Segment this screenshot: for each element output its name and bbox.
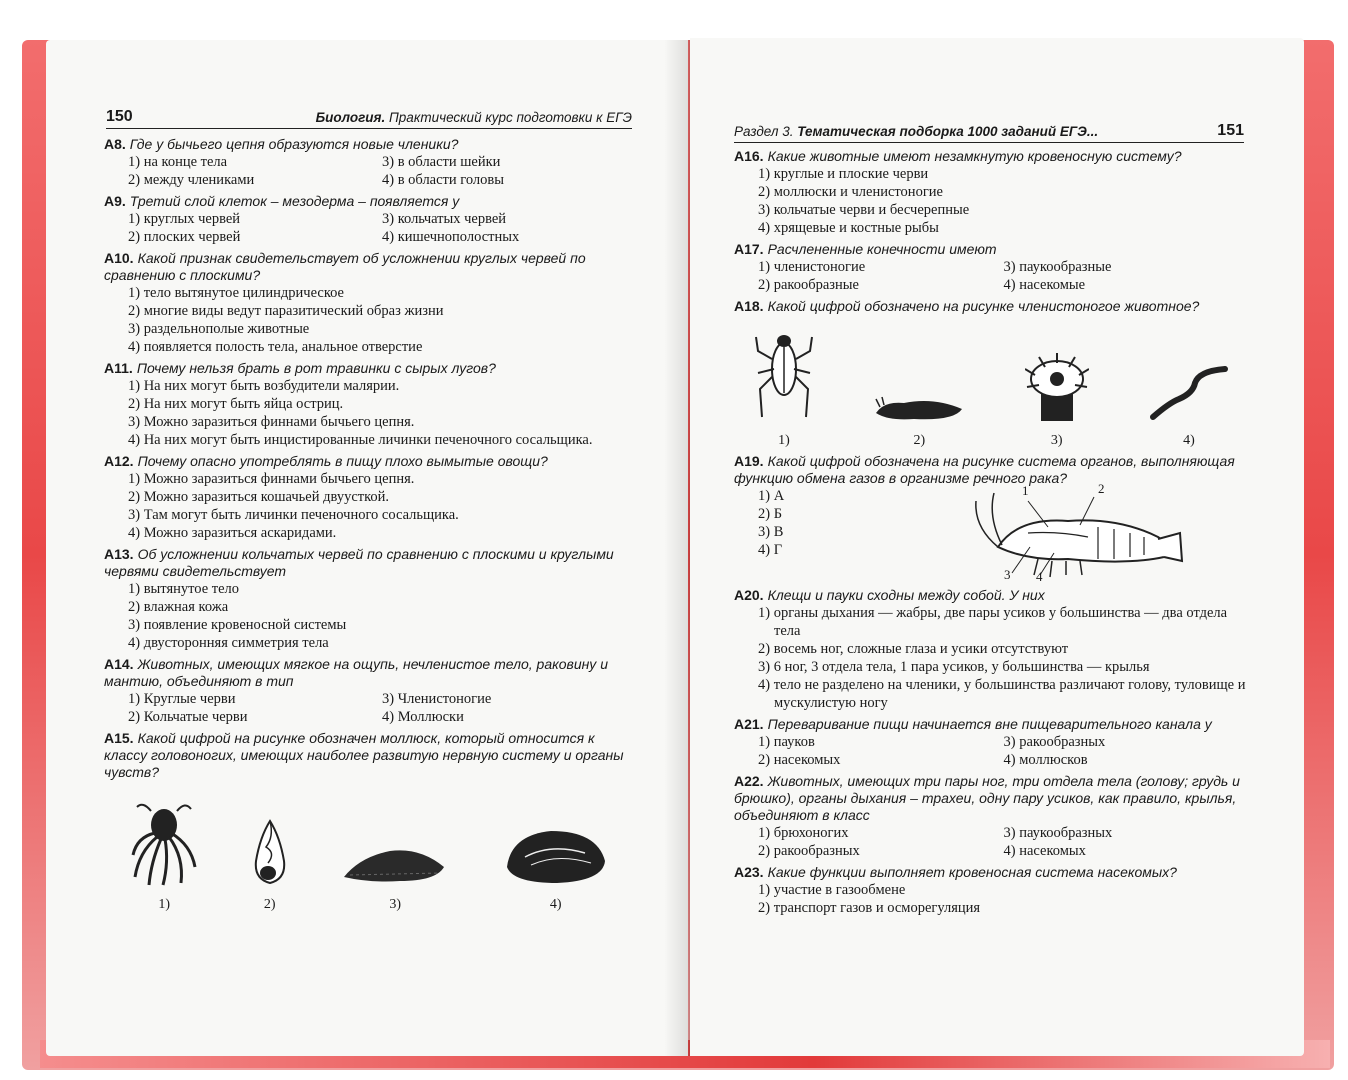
answer-option: 4) тело не разделено на членики, у большинства различают голову, туловище и мускулистую ногу (758, 677, 1246, 711)
answer-option: 4) моллюсков (1003, 752, 1088, 768)
answer-option: 1) тело вытянутое цилиндрическое (128, 285, 344, 301)
answer-option: 4) Г (758, 542, 783, 558)
answer-option: 3) паукообразные (1003, 259, 1112, 275)
answer-option: 1) участие в газообмене (758, 882, 906, 898)
figure-item (754, 323, 814, 449)
running-title: Раздел 3. Тематическая подборка 1000 заданий ЕГЭ... (734, 124, 1099, 139)
crayfish-label: 4 (1036, 569, 1043, 584)
answer-option: 3) кольчатых червей (382, 211, 507, 227)
left-page-body (104, 136, 636, 917)
figure-label: 1) (158, 897, 171, 912)
crayfish-label: 2 (1098, 481, 1105, 496)
question: А14. Животных, имеющих мягкое на ощупь, нечленистое тело, раковину и мантию, объединяют в тип 1) Круглые черви 3) Членистоногие 2) Кольчатые черви 4) Моллюски (104, 656, 636, 726)
left-page (46, 40, 688, 1056)
answer-option: 1) на конце тела (128, 154, 228, 170)
octopus-icon (129, 797, 199, 887)
answer-option: 4) На них могут быть инцистированные личинки печеночного сосальщика. (128, 432, 593, 448)
answer-option: 1) вытянутое тело (128, 581, 240, 597)
figure-item (1149, 363, 1229, 449)
figure-label: 2) (913, 433, 926, 448)
page-number: 151 (1217, 122, 1244, 139)
clam-shell-icon (501, 827, 611, 887)
answer-option: 4) хрящевые и костные рыбы (758, 220, 939, 236)
figure-item (250, 817, 290, 913)
crayfish-figure (968, 481, 1188, 584)
answer-option: 3) В (758, 524, 784, 540)
slug-icon (340, 837, 450, 887)
answer-option: 2) моллюски и членистоногие (758, 184, 943, 200)
answer-option: 1) органы дыхания — жабры, две пары усиков у большинства — два отдела тела (758, 605, 1228, 639)
worm-icon (1149, 363, 1229, 423)
sea-anemone-icon (1025, 353, 1089, 423)
answer-option: 4) Моллюски (382, 709, 464, 725)
right-page (690, 38, 1304, 1056)
question: А12. Почему опасно употреблять в пищу плохо вымытые овощи? 1) Можно заразиться финнами бычьего цепня. 2) Можно заразиться кошачьей двуусткой. 3) Там могут быть личинки печеночного сосальщика. 4) Можно заразиться аскаридами. (104, 453, 636, 542)
figure-item (129, 797, 199, 913)
right-page-header (734, 116, 1244, 143)
question: А17. Расчлененные конечности имеют 1) членистоногие 3) паукообразные 2) ракообразные 4) насекомые (734, 241, 1249, 294)
answer-option: 3) ракообразных (1003, 734, 1106, 750)
answer-option: 2) транспорт газов и осморегуляция (758, 900, 981, 916)
figure-label: 3) (389, 897, 402, 912)
figure-item (340, 837, 450, 913)
answer-option: 4) двусторонняя симметрия тела (128, 635, 329, 651)
question: А15. Какой цифрой на рисунке обозначен моллюск, который относится к классу головоногих, имеющих наиболее развитую нервную систему и органы чувств? 1) 2) 3) 4) (104, 730, 636, 913)
answer-option: 2) Кольчатые черви (128, 709, 248, 725)
answer-option: 4) в области головы (382, 172, 504, 188)
answer-option: 2) насекомых (758, 752, 841, 768)
slug-icon (874, 393, 964, 423)
answer-option: 1) Можно заразиться финнами бычьего цепня. (128, 471, 415, 487)
left-page-header (106, 102, 632, 129)
animal-figure (734, 323, 1249, 449)
answer-option: 2) Можно заразиться кошачьей двуусткой. (128, 489, 390, 505)
answer-option: 2) плоских червей (128, 229, 241, 245)
answer-option: 2) Б (758, 506, 783, 522)
figure-label: 1) (778, 433, 790, 448)
question: А9. Третий слой клеток – мезодерма – появляется у 1) круглых червей 3) кольчатых червей 2) плоских червей 4) кишечнополостных (104, 193, 636, 246)
crayfish-label: 1 (1022, 483, 1029, 498)
answer-option: 2) между члениками (128, 172, 255, 188)
answer-option: 1) круглых червей (128, 211, 241, 227)
answer-option: 4) насекомых (1003, 843, 1086, 859)
answer-option: 2) многие виды ведут паразитический образ жизни (128, 303, 444, 319)
answer-option: 1) На них могут быть возбудители малярии. (128, 378, 400, 394)
question: А22. Животных, имеющих три пары ног, три отдела тела (голову; грудь и брюшко), органы дыхания – трахеи, одну пару усиков, как правило, крылья, объединяют в класс 1) брюхоногих 3) паукообразных 2) ракообразных 4) насекомых (734, 773, 1249, 860)
figure-label: 2) (263, 897, 276, 912)
snail-shell-icon (250, 817, 290, 887)
question: А20. Клещи и пауки сходны между собой. У них 1) органы дыхания — жабры, две пары усиков у большинства — два отдела тела 2) восемь ног, сложные глаза и усики отсутствуют 3) 6 ног, 3 отдела тела, 1 пара усиков, у большинства — крылья 4) тело не разделено на членики, у большинства различают голову, туловище и мускулистую ногу (734, 587, 1249, 712)
answer-option: 4) насекомые (1003, 277, 1086, 293)
answer-option: 1) Круглые черви (128, 691, 236, 707)
page-number: 150 (106, 108, 133, 125)
answer-option: 2) ракообразные (758, 277, 859, 293)
answer-option: 2) ракообразных (758, 843, 860, 859)
answer-option: 2) На них могут быть яйца остриц. (128, 396, 344, 412)
answer-option: 1) круглые и плоские черви (758, 166, 929, 182)
water-bug-icon (754, 323, 814, 423)
question: А16. Какие животные имеют незамкнутую кровеносную систему? 1) круглые и плоские черви 2) моллюски и членистоногие 3) кольчатые черви и бесчерепные 4) хрящевые и костные рыбы (734, 148, 1249, 237)
answer-option: 3) паукообразных (1003, 825, 1113, 841)
figure-item (874, 393, 964, 449)
answer-option: 1) брюхоногих (758, 825, 849, 841)
answer-option: 3) Членистоногие (382, 691, 492, 707)
question: А21. Переваривание пищи начинается вне пищеварительного канала у 1) пауков 3) ракообразных 2) насекомых 4) моллюсков (734, 716, 1249, 769)
mollusk-figure (104, 797, 636, 913)
answer-option: 3) Там могут быть личинки печеночного сосальщика. (128, 507, 459, 523)
answer-option: 3) в области шейки (382, 154, 501, 170)
question: А10. Какой признак свидетельствует об усложнении круглых червей по сравнению с плоскими? 1) тело вытянутое цилиндрическое 2) многие виды ведут паразитический образ жизни 3) раздельнополые животные 4) появляется полость тела, анальное отверстие (104, 250, 636, 356)
answer-option: 4) появляется полость тела, анальное отверстие (128, 339, 423, 355)
figure-label: 3) (1050, 433, 1063, 448)
answer-option: 1) членистоногие (758, 259, 866, 275)
figure-label: 4) (549, 897, 562, 912)
answer-option: 4) кишечнополостных (382, 229, 520, 245)
figure-label: 4) (1183, 433, 1195, 448)
answer-option: 1) пауков (758, 734, 815, 750)
answer-option: 4) Можно заразиться аскаридами. (128, 525, 337, 541)
question: А11. Почему нельзя брать в рот травинки с сырых лугов? 1) На них могут быть возбудители малярии. 2) На них могут быть яйца остриц. 3) Можно заразиться финнами бычьего цепня. 4) На них могут быть инцистированные личинки печеночного сосальщика. (104, 360, 636, 449)
answer-option: 2) восемь ног, сложные глаза и усики отсутствуют (758, 641, 1069, 657)
crayfish-label: 3 (1004, 567, 1011, 582)
crayfish-icon (968, 487, 1188, 583)
question: А8. Где у бычьего цепня образуются новые членики? 1) на конце тела 3) в области шейки 2) между члениками 4) в области головы (104, 136, 636, 189)
question: А19. Какой цифрой обозначена на рисунке система органов, выполняющая функцию обмена газов в организме речного рака? 1) А 2) Б 3) В 4) Г 1 2 3 4 (734, 453, 1235, 584)
answer-option: 3) раздельнополые животные (128, 321, 310, 337)
answer-option: 2) влажная кожа (128, 599, 229, 615)
answer-option: 3) кольчатые черви и бесчерепные (758, 202, 970, 218)
answer-option: 1) А (758, 488, 785, 504)
figure-item (501, 827, 611, 913)
right-page-body (734, 148, 1249, 921)
question: А18. Какой цифрой обозначено на рисунке членистоногое животное? 1) 2) 3) 4) (734, 298, 1249, 449)
question: А23. Какие функции выполняет кровеносная система насекомых? 1) участие в газообмене 2) транспорт газов и осморегуляция (734, 864, 1249, 917)
question: А13. Об усложнении кольчатых червей по сравнению с плоскими и круглыми червями свидетельствует 1) вытянутое тело 2) влажная кожа 3) появление кровеносной системы 4) двусторонняя симметрия тела (104, 546, 636, 652)
answer-option: 3) 6 ног, 3 отдела тела, 1 пара усиков, у большинства — крылья (758, 659, 1150, 675)
answer-option: 3) появление кровеносной системы (128, 617, 347, 633)
running-title: Биология. Практический курс подготовки к ЕГЭ (315, 110, 632, 125)
answer-option: 3) Можно заразиться финнами бычьего цепня. (128, 414, 415, 430)
figure-item (1025, 353, 1089, 449)
